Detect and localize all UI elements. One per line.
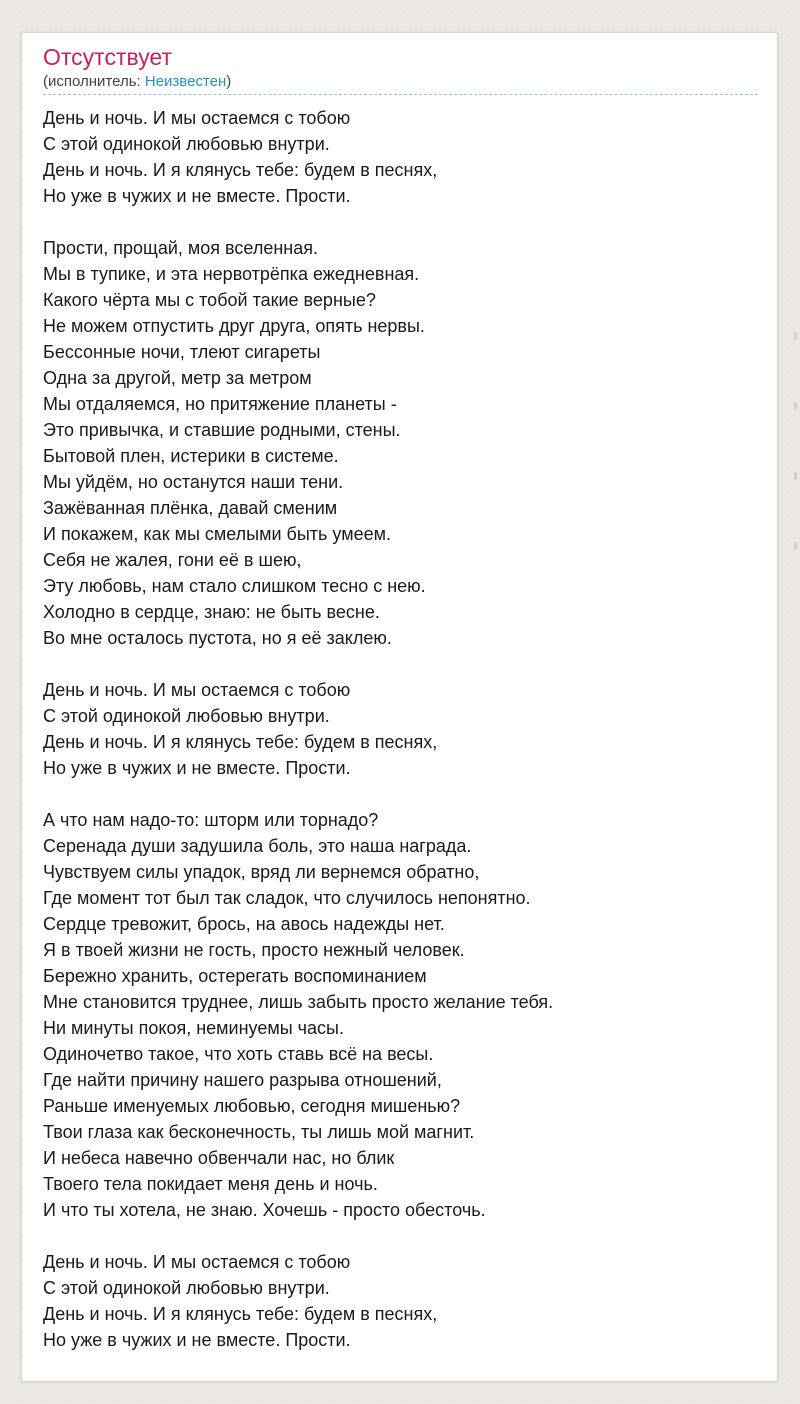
lyrics-stanza [43, 105, 758, 209]
lyrics-card [21, 32, 778, 1382]
lyric-line: Это привычка, и ставшие родными, стены. [43, 420, 401, 440]
lyric-line: Но уже в чужих и не вместе. Прости. [43, 1330, 351, 1350]
lyric-line: Где найти причину нашего разрыва отношений, [43, 1070, 442, 1090]
lyric-line: День и ночь. И я клянусь тебе: будем в песнях, [43, 732, 438, 752]
artist-link[interactable]: Неизвестен [144, 73, 227, 90]
lyric-line: И небеса навечно обвенчали нас, но блик [43, 1148, 395, 1168]
lyric-line: Какого чёрта мы с тобой такие верные? [43, 290, 376, 310]
edge-mark [794, 542, 797, 550]
lyric-line: Твоего тела покидает меня день и ночь. [43, 1174, 378, 1194]
lyric-line: День и ночь. И мы остаемся с тобою [43, 108, 351, 128]
lyric-line: Но уже в чужих и не вместе. Прости. [43, 758, 351, 778]
lyric-line: День и ночь. И я клянусь тебе: будем в песнях, [43, 1304, 438, 1324]
lyric-line: Серенада души задушила боль, это наша награда. [43, 836, 472, 856]
lyric-line: Чувствуем силы упадок, вряд ли вернемся обратно, [43, 862, 480, 882]
lyric-line: С этой одинокой любовью внутри. [43, 1278, 330, 1298]
lyric-line: Бытовой плен, истерики в системе. [43, 446, 339, 466]
lyric-line: С этой одинокой любовью внутри. [43, 134, 330, 154]
lyric-line: Мы отдаляемся, но притяжение планеты - [43, 394, 397, 414]
lyrics-stanza [43, 1249, 758, 1353]
lyric-line: Мы в тупике, и эта нервотрёпка ежедневная. [43, 264, 420, 284]
lyric-line: День и ночь. И мы остаемся с тобою [43, 680, 351, 700]
lyric-line: Твои глаза как бесконечность, ты лишь мой магнит. [43, 1122, 475, 1142]
lyrics-text [43, 105, 758, 1379]
lyric-line: Одиночетво такое, что хоть ставь всё на весы. [43, 1044, 434, 1064]
lyric-line: Прости, прощай, моя вселенная. [43, 238, 318, 258]
song-title: Отсутствует [43, 44, 172, 70]
lyric-line: Зажёванная плёнка, давай сменим [43, 498, 338, 518]
lyric-line: Холодно в сердце, знаю: не быть весне. [43, 602, 380, 622]
lyric-line: Ни минуты покоя, неминуемы часы. [43, 1018, 344, 1038]
lyric-line: Сердце тревожит, брось, на авось надежды нет. [43, 914, 445, 934]
lyric-line: День и ночь. И мы остаемся с тобою [43, 1252, 351, 1272]
lyric-line: Эту любовь, нам стало слишком тесно с нею. [43, 576, 426, 596]
lyric-line: Во мне осталось пустота, но я её заклею. [43, 628, 392, 648]
lyric-line: И что ты хотела, не знаю. Хочешь - просто обесточь. [43, 1200, 486, 1220]
lyric-line: День и ночь. И я клянусь тебе: будем в песнях, [43, 160, 438, 180]
lyrics-stanza [43, 677, 758, 781]
lyric-line: Мы уйдём, но останутся наши тени. [43, 472, 344, 492]
artist-line [43, 73, 231, 91]
title-divider [43, 94, 758, 95]
lyric-line: Бессонные ночи, тлеют сигареты [43, 342, 321, 362]
lyric-line: Я в твоей жизни не гость, просто нежный человек. [43, 940, 465, 960]
edge-mark [794, 402, 797, 410]
lyric-line: Себя не жалея, гони её в шею, [43, 550, 302, 570]
lyric-line: А что нам надо-то: шторм или торнадо? [43, 810, 379, 830]
lyric-line: Одна за другой, метр за метром [43, 368, 312, 388]
artist-suffix: ) [226, 73, 232, 90]
lyric-line: Мне становится труднее, лишь забыть просто желание тебя. [43, 992, 554, 1012]
edge-mark [794, 332, 797, 340]
edge-mark [794, 472, 797, 480]
lyrics-stanza [43, 807, 758, 1223]
lyric-line: Бережно хранить, остерегать воспоминанием [43, 966, 427, 986]
artist-prefix: (исполнитель: [43, 73, 145, 90]
lyric-line: Раньше именуемых любовью, сегодня мишенью? [43, 1096, 461, 1116]
lyrics-stanza [43, 235, 758, 651]
lyric-line: Но уже в чужих и не вместе. Прости. [43, 186, 351, 206]
lyric-line: И покажем, как мы смелыми быть умеем. [43, 524, 391, 544]
lyric-line: С этой одинокой любовью внутри. [43, 706, 330, 726]
lyric-line: Не можем отпустить друг друга, опять нервы. [43, 316, 425, 336]
lyric-line: Где момент тот был так сладок, что случилось непонятно. [43, 888, 531, 908]
